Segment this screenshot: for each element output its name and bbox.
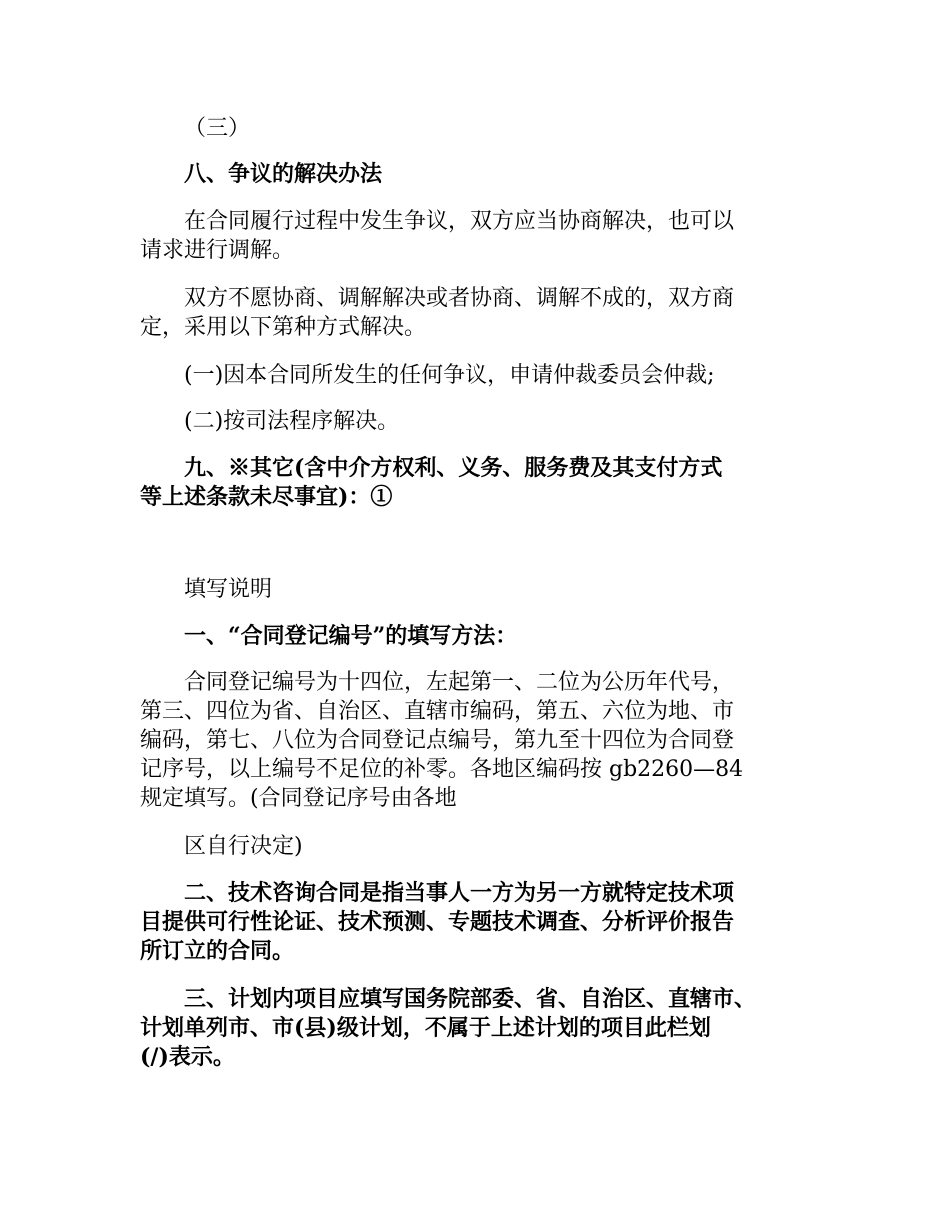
heading-other-line1: 九、※其它(含中介方权利、义务、服务费及其支付方式: [184, 455, 723, 481]
heading-other-line2: 等上述条款未尽事宜)：①: [140, 484, 393, 510]
paragraph-dispute-line1: 在合同履行过程中发生争议，双方应当协商解决，也可以: [184, 209, 735, 234]
paragraph-registration-line1: 合同登记编号为十四位，左起第一、二位为公历年代号，: [184, 670, 735, 695]
paragraph-resolution-line2: 定，采用以下第种方式解决。: [140, 315, 427, 340]
paragraph-registration-line3: 编码，第七、八位为合同登记点编号，第九至十四位为合同登: [140, 728, 735, 753]
paragraph-plan-line1: 三、计划内项目应填写国务院部委、省、自治区、直辖市、: [184, 986, 757, 1012]
paragraph-registration-line5: 规定填写。(合同登记序号由各地: [140, 786, 457, 811]
paragraph-san: （三）: [184, 116, 251, 141]
paragraph-region-decide: 区自行决定): [184, 834, 303, 859]
paragraph-registration-line4: 记序号，以上编号不足位的补零。各地区编码按 gb2260—84: [140, 757, 744, 782]
heading-registration-number: 一、“合同登记编号”的填写方法：: [184, 623, 518, 649]
heading-dispute-resolution: 八、争议的解决办法: [184, 161, 383, 187]
paragraph-dispute-line2: 请求进行调解。: [140, 238, 295, 263]
paragraph-judicial: (二)按司法程序解决。: [184, 409, 400, 434]
paragraph-plan-line2: 计划单列市、市(县)级计划，不属于上述计划的项目此栏划: [140, 1015, 711, 1041]
paragraph-consulting-line3: 所订立的合同。: [140, 938, 295, 964]
paragraph-consulting-line2: 目提供可行性论证、技术预测、专题技术调查、分析评价报告: [140, 909, 735, 935]
paragraph-plan-line3: (/)表示。: [140, 1044, 235, 1070]
paragraph-resolution-line1: 双方不愿协商、调解解决或者协商、调解不成的，双方商: [184, 286, 735, 311]
paragraph-consulting-line1: 二、技术咨询合同是指当事人一方为另一方就特定技术项: [184, 880, 735, 906]
heading-instructions: 填写说明: [184, 577, 273, 602]
paragraph-arbitration: (一)因本合同所发生的任何争议，申请仲裁委员会仲裁;: [184, 363, 715, 388]
paragraph-registration-line2: 第三、四位为省、自治区、直辖市编码，第五、六位为地、市: [140, 699, 735, 724]
